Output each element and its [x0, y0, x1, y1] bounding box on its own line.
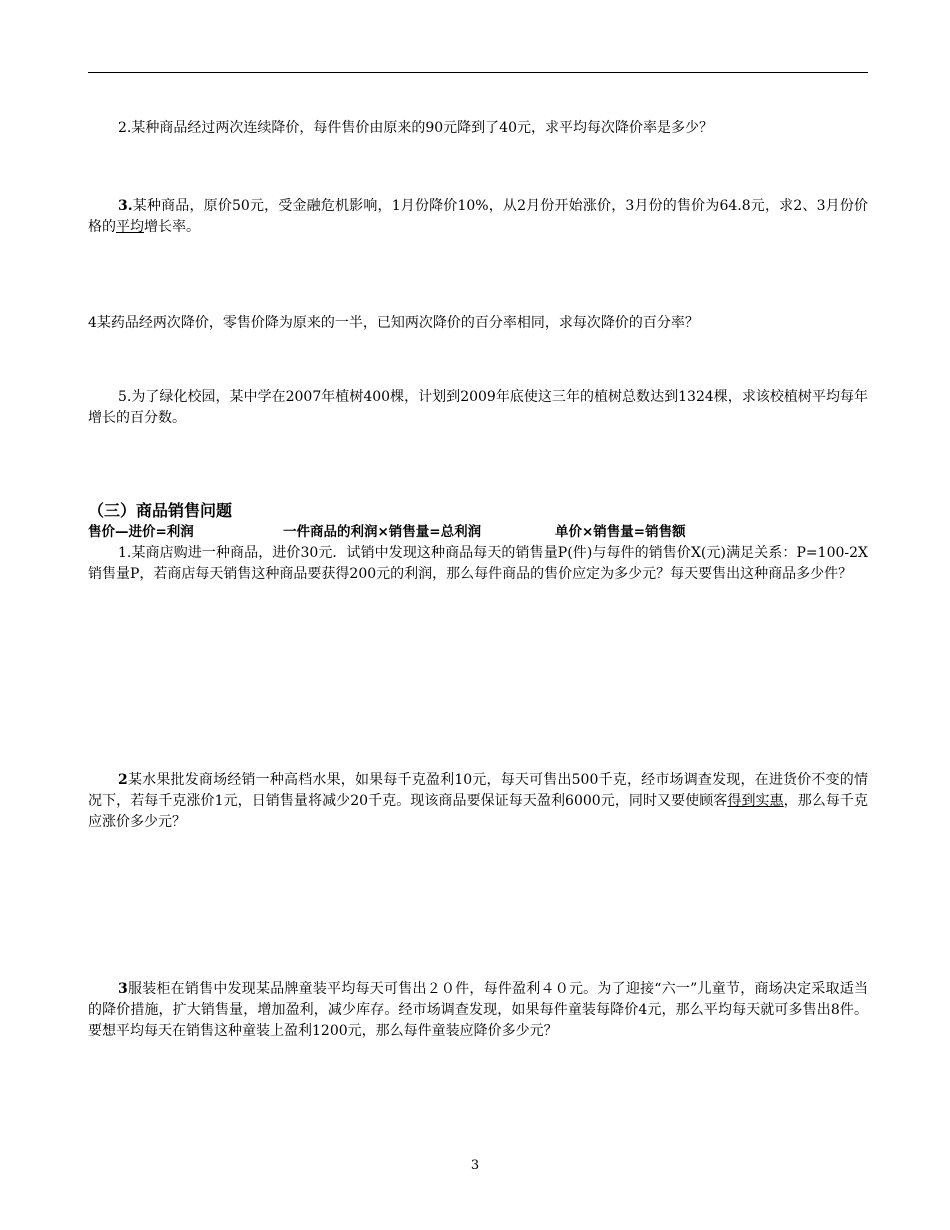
problem-text-end: ，那么每千克应涨价多少元？ — [88, 793, 868, 830]
formula-row — [88, 522, 868, 542]
problem-number: 3 — [118, 981, 128, 997]
problem-text-end: 增长率。 — [144, 219, 200, 235]
problem-text: 某种商品，原价50元，受金融危机影响，1月份降价10%，从2月份开始涨价，3月份的售价为64.8元，求2、3月份价格的 — [88, 198, 868, 235]
header-rule — [88, 72, 868, 73]
problem-growth-5 — [88, 387, 868, 429]
underlined-term: 得到实惠 — [727, 793, 784, 809]
problem-sales-3 — [88, 979, 868, 1042]
formula-profit: 售价—进价=利润 — [88, 524, 194, 540]
problem-text: 某商店购进一种商品，进价30元．试销中发现这种商品每天的销售量P(件)与每件的销售价X(元)满足关系：P=100-2X销售量P，若商店每天销售这种商品要获得200元的利润，那么每件商品的售价应定为多少元？每天要售出这种商品多少件？ — [88, 545, 868, 582]
section-heading: （三）商品销售问题 — [88, 501, 233, 520]
formula-total-profit: 一件商品的利润×销售量=总利润 — [283, 524, 482, 540]
problem-sales-2 — [88, 770, 868, 833]
problem-number: 2 — [118, 772, 128, 788]
problem-number: 3. — [118, 198, 133, 214]
problem-text: 服装柜在销售中发现某品牌童装平均每天可售出２０件，每件盈利４０元。为了迎接“六一”儿童节，商场决定采取适当的降价措施，扩大销售量，增加盈利，减少库存。经市场调查发现，如果每件童装每降价4元，那么平均每天就可多售出8件。要想平均每天在销售这种童装上盈利1200元，那么每件童装应降价多少元？ — [88, 981, 868, 1039]
problem-number: 1. — [118, 545, 132, 561]
problem-text: 某种商品经过两次连续降价，每件售价由原来的90元降到了40元，求平均每次降价率是多少？ — [131, 120, 713, 136]
underlined-term: 平均 — [116, 219, 144, 235]
page-number: 3 — [470, 1158, 480, 1173]
problem-growth-4 — [88, 313, 868, 334]
problem-text: 为了绿化校园，某中学在2007年植树400棵，计划到2009年底使这三年的植树总数达到1324棵，求该校植树平均每年增长的百分数。 — [88, 389, 868, 426]
problem-number: 2. — [118, 120, 132, 136]
problem-growth-2 — [88, 118, 868, 139]
problem-text: 某药品经两次降价，零售价降为原来的一半，已知两次降价的百分率相同，求每次降价的百分率？ — [96, 315, 699, 331]
problem-sales-1 — [88, 543, 868, 585]
problem-number: 5. — [118, 389, 132, 405]
formula-sales-amount: 单价×销售量=销售额 — [555, 524, 686, 540]
problem-number: 4 — [88, 315, 97, 331]
problem-text: 某水果批发商场经销一种高档水果，如果每千克盈利10元，每天可售出500千克，经市场调查发现，在进货价不变的情况下，若每千克涨价1元，日销售量将减少20千克。现该商品要保证每天盈利6000元，同时又要使顾客 — [88, 772, 868, 809]
problem-growth-3 — [88, 196, 868, 238]
